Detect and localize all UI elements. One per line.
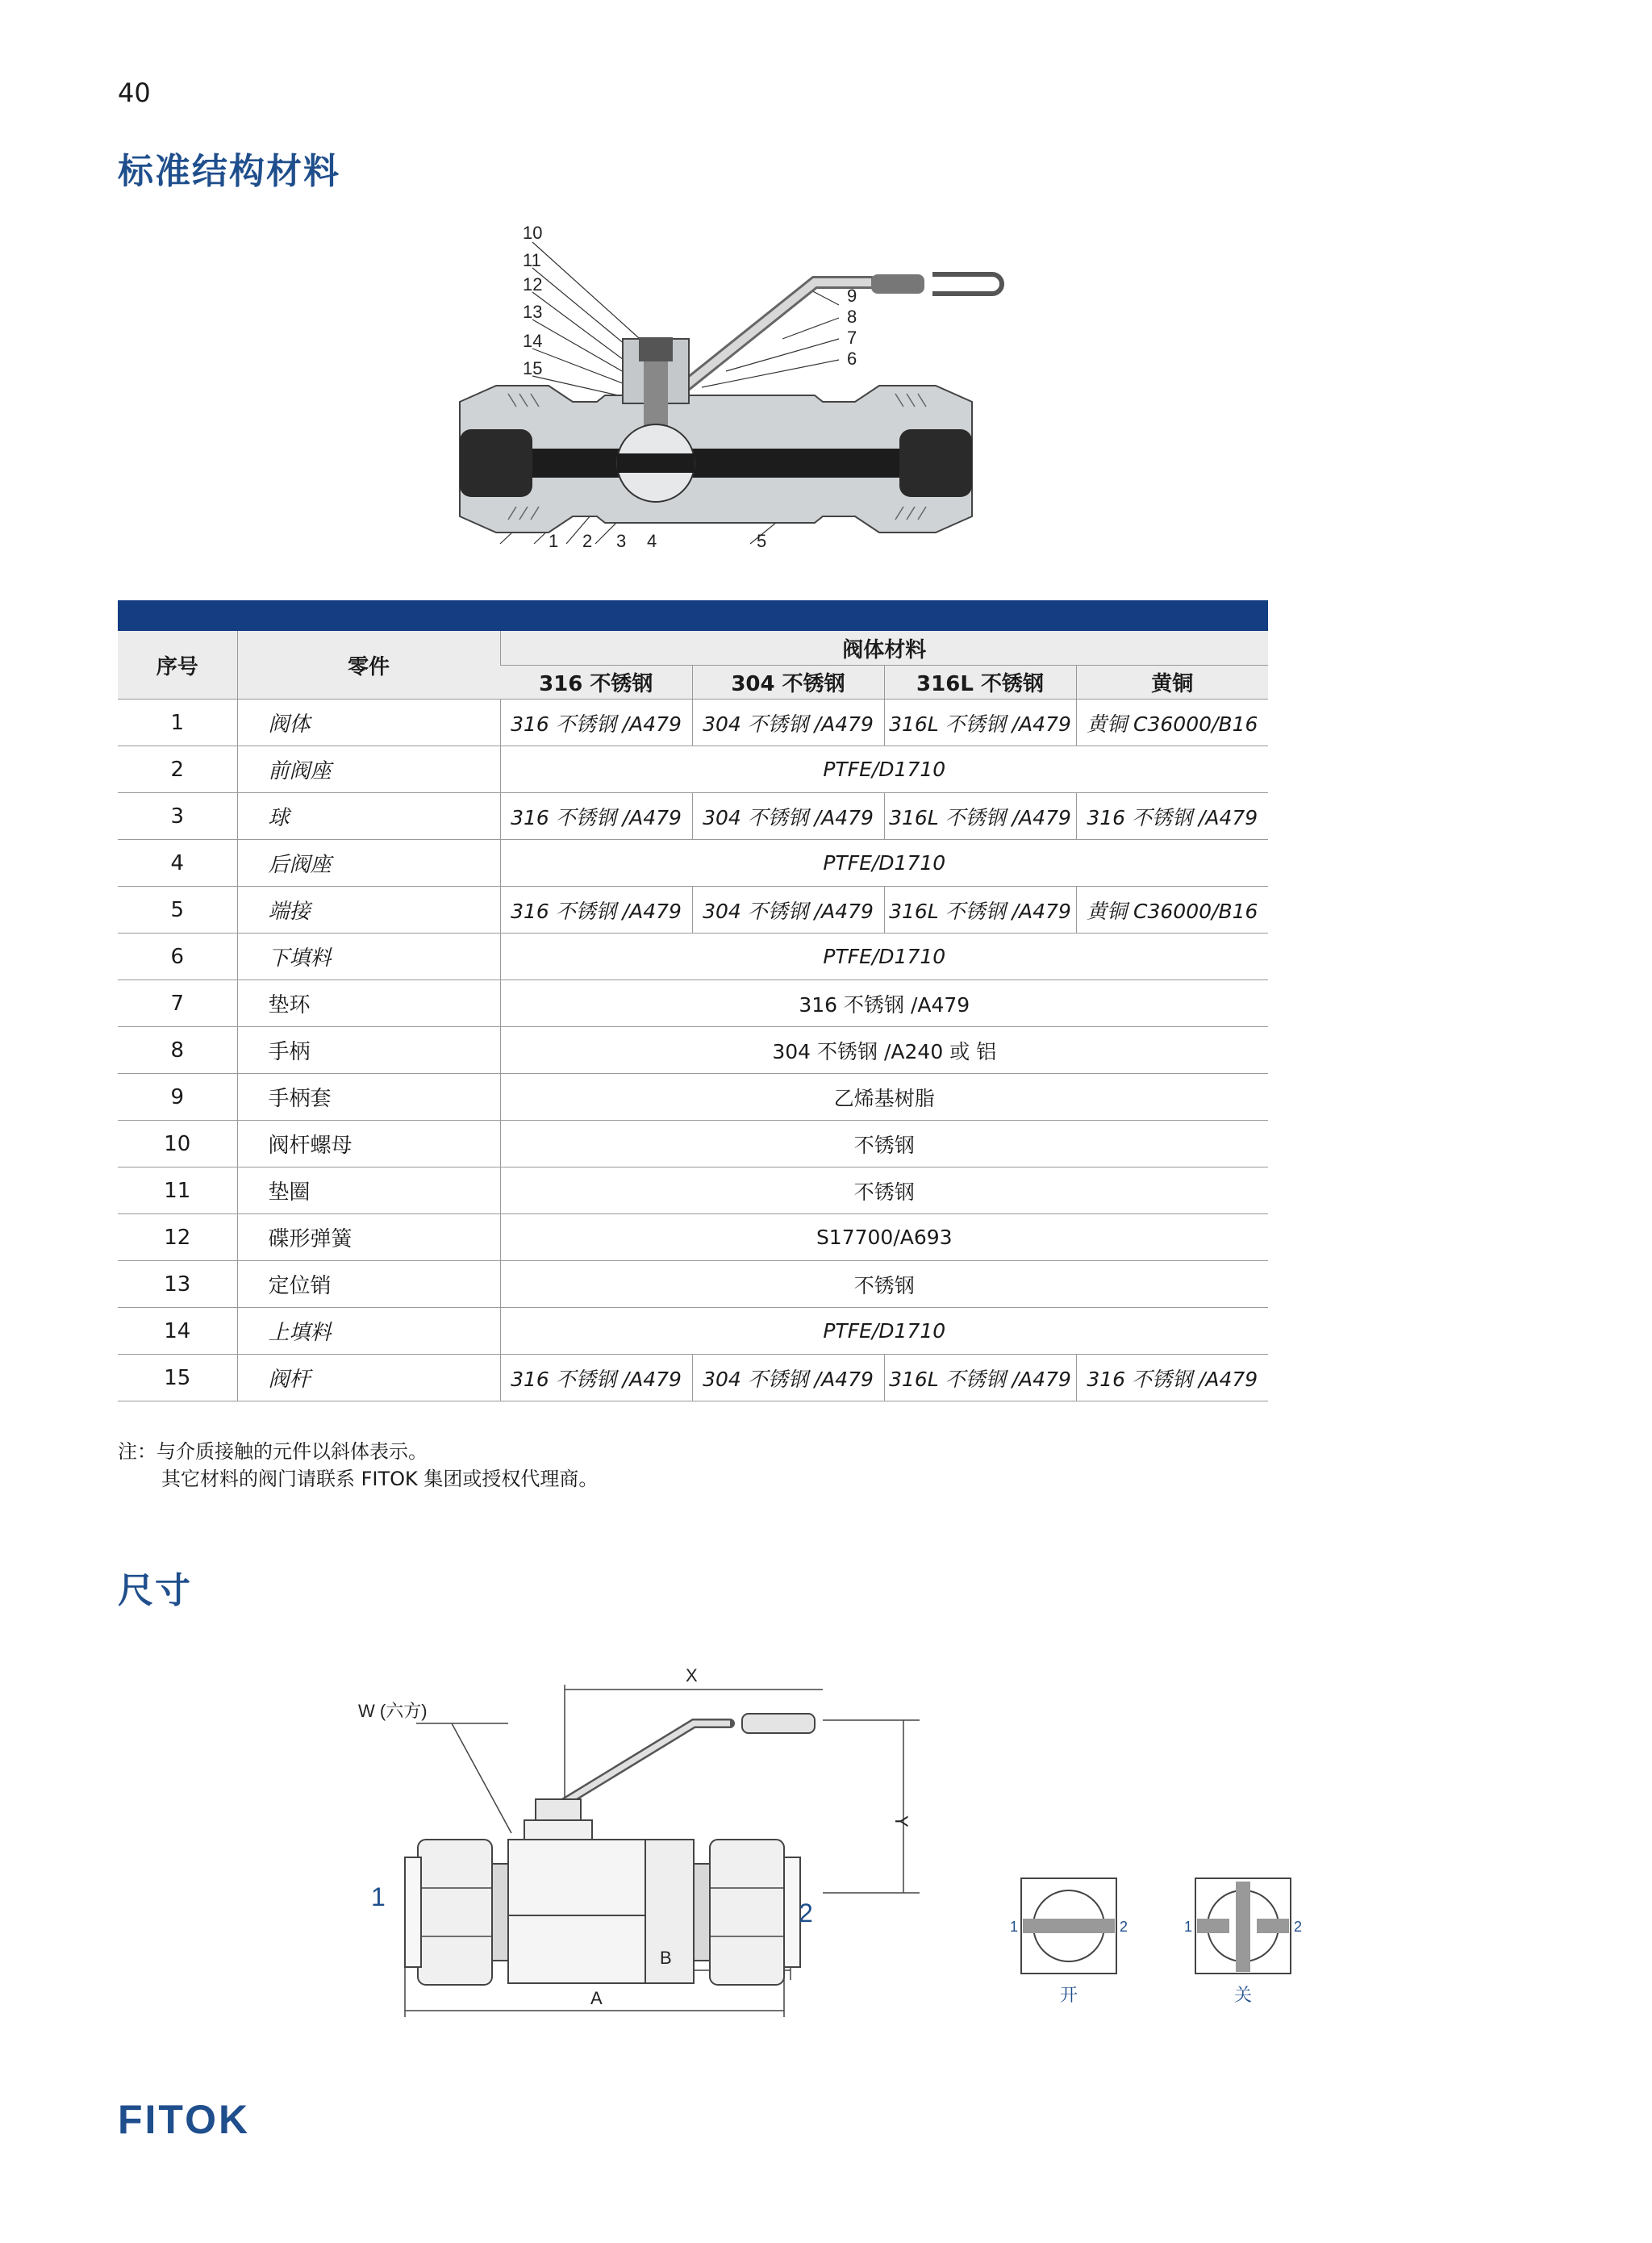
table-header-bar (118, 600, 1268, 631)
dim-label-a: A (590, 1988, 603, 2008)
material-cell-merged: PTFE/D1710 (500, 746, 1268, 793)
valve-dimension-drawing (339, 1646, 968, 2049)
callout-9: 9 (847, 286, 857, 306)
note-line-1: 注：与介质接触的元件以斜体表示。 (118, 1440, 428, 1463)
part-name: 阀杆螺母 (237, 1121, 500, 1167)
material-cell-merged: PTFE/D1710 (500, 840, 1268, 887)
material-cell: 304 不锈钢 /A479 (692, 1355, 884, 1401)
row-number: 13 (118, 1261, 237, 1308)
material-cell: 316 不锈钢 /A479 (500, 1355, 692, 1401)
part-name: 阀杆 (237, 1355, 500, 1401)
part-name: 后阀座 (237, 840, 500, 887)
callout-14: 14 (523, 331, 543, 351)
material-cell: 304 不锈钢 /A479 (692, 700, 884, 746)
material-cell: 黄铜 C36000/B16 (1076, 887, 1268, 934)
table-row (118, 1355, 1268, 1401)
material-cell-merged: PTFE/D1710 (500, 1308, 1268, 1355)
part-name: 球 (237, 793, 500, 840)
material-cell-merged: 304 不锈钢 /A240 或 铝 (500, 1027, 1268, 1074)
callout-7: 7 (847, 328, 857, 348)
material-cell: 316 不锈钢 /A479 (500, 700, 692, 746)
header-no: 序号 (118, 631, 237, 700)
dim-label-x: X (686, 1665, 698, 1685)
callout-13: 13 (523, 302, 543, 322)
table-row (118, 1167, 1268, 1214)
closed-label: 关 (1234, 1985, 1253, 2005)
materials-table-body (118, 700, 1268, 1401)
material-cell: 316 不锈钢 /A479 (500, 887, 692, 934)
row-number: 8 (118, 1027, 237, 1074)
material-cell: 316L 不锈钢 /A479 (884, 887, 1076, 934)
part-name: 垫圈 (237, 1167, 500, 1214)
part-name: 端接 (237, 887, 500, 934)
header-material-brass: 黄铜 (1076, 666, 1268, 700)
closed-position-diagram (1173, 1864, 1326, 2017)
fitok-logo: FITOK (118, 2097, 251, 2142)
table-row (118, 746, 1268, 793)
table-row (118, 1214, 1268, 1261)
callout-10: 10 (523, 223, 543, 243)
open-port-2: 2 (1120, 1919, 1128, 1935)
table-row (118, 887, 1268, 934)
row-number: 7 (118, 980, 237, 1027)
callout-3: 3 (616, 531, 627, 551)
callout-12: 12 (523, 274, 543, 294)
material-cell-merged: 不锈钢 (500, 1121, 1268, 1167)
callout-4: 4 (647, 531, 657, 551)
part-name: 垫环 (237, 980, 500, 1027)
material-cell: 316L 不锈钢 /A479 (884, 1355, 1076, 1401)
part-name: 手柄 (237, 1027, 500, 1074)
callout-6: 6 (847, 349, 857, 369)
material-cell: 316 不锈钢 /A479 (500, 793, 692, 840)
part-name: 手柄套 (237, 1074, 500, 1121)
material-cell: 316 不锈钢 /A479 (1076, 1355, 1268, 1401)
callout-8: 8 (847, 307, 857, 327)
part-name: 碟形弹簧 (237, 1214, 500, 1261)
table-row (118, 1074, 1268, 1121)
callout-11: 11 (523, 250, 541, 270)
material-cell-merged: 不锈钢 (500, 1167, 1268, 1214)
closed-port-1: 1 (1184, 1919, 1193, 1935)
material-cell: 316L 不锈钢 /A479 (884, 793, 1076, 840)
note-line-2: 其它材料的阀门请联系 FITOK 集团或授权代理商。 (161, 1468, 599, 1490)
row-number: 12 (118, 1214, 237, 1261)
dim-label-b: B (660, 1948, 672, 1968)
dim-label-y: Y (891, 1815, 912, 1827)
materials-note (118, 1438, 598, 1493)
material-cell: 304 不锈钢 /A479 (692, 887, 884, 934)
callout-1: 1 (549, 531, 559, 551)
row-number: 3 (118, 793, 237, 840)
row-number: 14 (118, 1308, 237, 1355)
row-number: 4 (118, 840, 237, 887)
part-name: 阀体 (237, 700, 500, 746)
table-row (118, 840, 1268, 887)
row-number: 10 (118, 1121, 237, 1167)
table-row (118, 700, 1268, 746)
table-row (118, 934, 1268, 980)
materials-table (118, 631, 1268, 1401)
material-cell-merged: PTFE/D1710 (500, 934, 1268, 980)
material-cell-merged: 316 不锈钢 /A479 (500, 980, 1268, 1027)
header-material-316l: 316L 不锈钢 (884, 666, 1076, 700)
row-number: 9 (118, 1074, 237, 1121)
table-row (118, 793, 1268, 840)
table-row (118, 1121, 1268, 1167)
header-material-316: 316 不锈钢 (500, 666, 692, 700)
material-cell-merged: 乙烯基树脂 (500, 1074, 1268, 1121)
header-part: 零件 (237, 631, 500, 700)
port-2-label: 2 (799, 1898, 813, 1928)
material-cell-merged: S17700/A693 (500, 1214, 1268, 1261)
part-name: 定位销 (237, 1261, 500, 1308)
material-cell: 黄铜 C36000/B16 (1076, 700, 1268, 746)
page-number: 40 (118, 77, 151, 108)
material-cell: 304 不锈钢 /A479 (692, 793, 884, 840)
table-row (118, 1261, 1268, 1308)
row-number: 15 (118, 1355, 237, 1401)
material-cell: 316L 不锈钢 /A479 (884, 700, 1076, 746)
dim-label-w: W (六方) (358, 1701, 428, 1721)
row-number: 1 (118, 700, 237, 746)
callout-15: 15 (523, 358, 543, 378)
callout-5: 5 (757, 531, 767, 551)
port-1-label: 1 (371, 1882, 386, 1911)
row-number: 6 (118, 934, 237, 980)
part-name: 下填料 (237, 934, 500, 980)
part-name: 上填料 (237, 1308, 500, 1355)
open-port-1: 1 (1010, 1919, 1019, 1935)
callout-2: 2 (582, 531, 593, 551)
row-number: 2 (118, 746, 237, 793)
row-number: 11 (118, 1167, 237, 1214)
open-label: 开 (1060, 1985, 1078, 2005)
table-row (118, 1308, 1268, 1355)
part-name: 前阀座 (237, 746, 500, 793)
materials-title: 标准结构材料 (118, 151, 340, 192)
table-row (118, 1027, 1268, 1074)
material-cell-merged: 不锈钢 (500, 1261, 1268, 1308)
dimensions-title: 尺寸 (118, 1570, 192, 1611)
valve-section-drawing (436, 218, 1016, 565)
open-position-diagram (999, 1864, 1152, 2017)
row-number: 5 (118, 887, 237, 934)
header-material-304: 304 不锈钢 (692, 666, 884, 700)
material-cell: 316 不锈钢 /A479 (1076, 793, 1268, 840)
closed-port-2: 2 (1294, 1919, 1303, 1935)
table-row (118, 980, 1268, 1027)
header-body-material: 阀体材料 (500, 631, 1268, 666)
